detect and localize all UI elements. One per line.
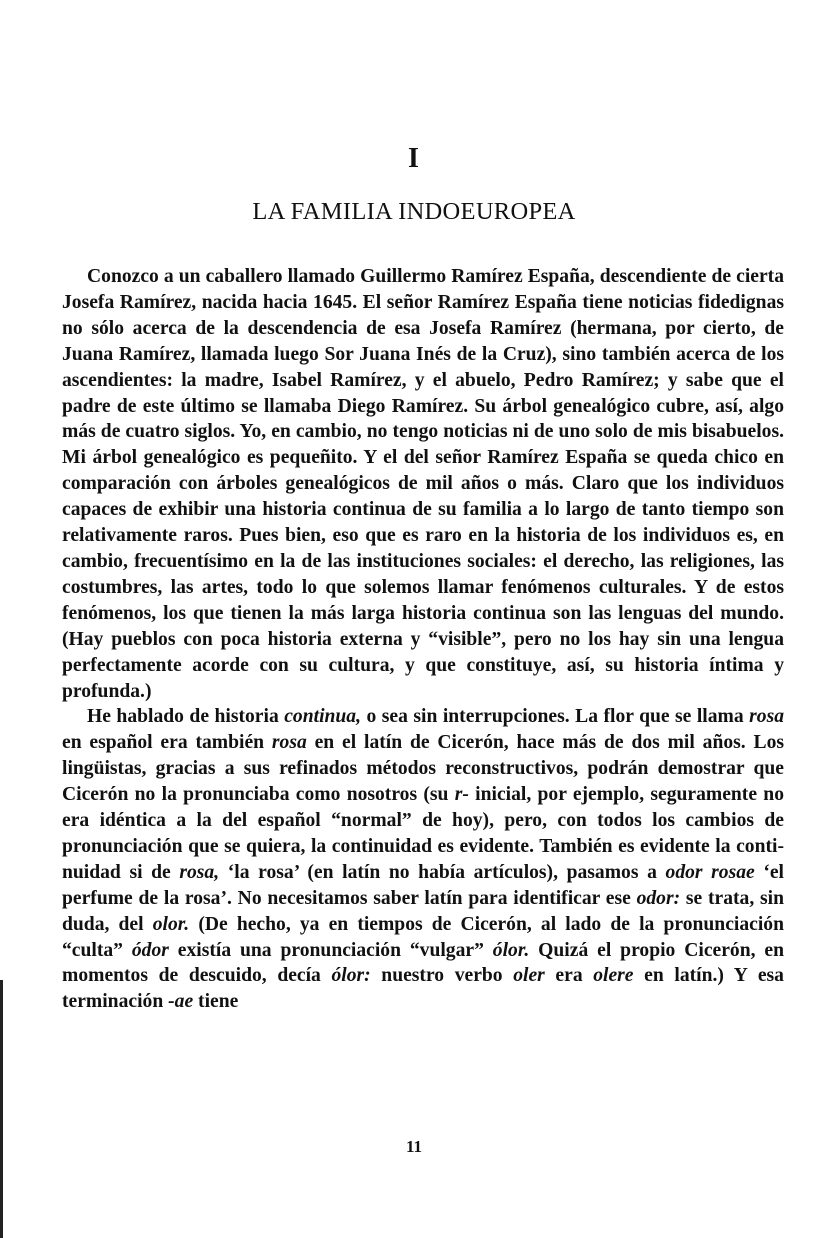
italic-text: r- bbox=[454, 784, 469, 806]
text-run: era bbox=[544, 965, 594, 987]
italic-text: olere bbox=[593, 965, 634, 987]
chapter-title: LA FAMILIA INDOEUROPEA bbox=[252, 198, 576, 225]
text-run: en latín.) Y esa terminación bbox=[62, 965, 784, 1013]
text-run: existía una pronunciación “vulgar” bbox=[168, 939, 493, 961]
text-run: Conozco a un caballero llamado Guillermo Ramírez España, descendiente de cierta Josefa Ramírez, nacida hacia 1645. El señor Ramírez España tiene noticias fidedignas no sólo acerca de la descendencia de esa Josefa Ramírez (hermana, por cierto, de Juana Ramírez, llamada luego Sor Juana Inés de la Cruz), sino también acerca de los ascendientes: la madre, Isabel Ramírez, y el abuelo, Pedro Ramírez; y sabe que el padre de este último se llamaba Diego Ramírez. Su árbol genealógico cubre, así, algo más de cuatro siglos. Yo, en cambio, no tengo noticias ni de uno solo de mis bisabuelos. Mi árbol genealógico es pequeñito. Y el del señor Ramírez España se queda chico en comparación con árboles genealógicos de mil años o más. Claro que los individuos capaces de exhibir una historia continua de su familia a lo largo de tanto tiempo son relativamente raros. Pues bien, eso que es raro en la historia de los individuos es, en cambio, frecuentísimo en la de las instituciones sociales: el derecho, las religiones, las costumbres, las artes, todo lo que solemos llamar fenómenos culturales. Y de estos fenómenos, los que tienen la más larga historia continua son las lenguas del mundo. (Hay pueblos con poca historia externa y “visible”, pero no los hay sin una lengua perfectamente acorde con su cultura, y que constituye, así, su historia íntima y profunda.) bbox=[62, 266, 784, 702]
paragraph bbox=[62, 704, 784, 1015]
text-run: en español era también bbox=[62, 732, 272, 754]
italic-text: rosa, bbox=[179, 861, 220, 883]
text-run: tiene bbox=[193, 991, 239, 1013]
text-run: nuestro verbo bbox=[370, 965, 514, 987]
italic-text: ólor: bbox=[331, 965, 371, 987]
page-number: 11 bbox=[405, 1137, 423, 1156]
text-run: Quizá el propio Cicerón, en momentos de descuido, decía bbox=[62, 939, 784, 987]
page-edge-line bbox=[0, 980, 3, 1238]
italic-text: ódor bbox=[131, 939, 169, 961]
italic-text: odor: bbox=[636, 887, 681, 909]
italic-text: rosa bbox=[749, 706, 784, 728]
italic-text: odor rosae bbox=[665, 861, 755, 883]
text-run: se trata, sin duda, del bbox=[62, 887, 784, 935]
chapter-number: I bbox=[408, 143, 420, 174]
body-text bbox=[62, 264, 784, 1015]
paragraph bbox=[62, 264, 784, 704]
italic-text: -ae bbox=[168, 991, 194, 1013]
italic-text: oler bbox=[513, 965, 545, 987]
italic-text: olor. bbox=[152, 913, 190, 935]
text-run: ‘la rosa’ (en latín no había artículos), pasamos a bbox=[219, 861, 666, 883]
text-run: o sea sin interrupciones. La flor que se llama bbox=[361, 706, 750, 728]
italic-text: rosa bbox=[271, 732, 307, 754]
text-run: (De hecho, ya en tiempos de Cicerón, al lado de la pronunciación “culta” bbox=[62, 913, 784, 961]
italic-text: continua, bbox=[284, 706, 362, 728]
text-run: en el latín de Cicerón, hace más de dos mil años. Los lingüistas, gracias a sus refinados métodos reconstructivos, podrán demostrar que Cicerón no la pronunciaba como nosotros (su bbox=[62, 732, 785, 806]
text-run: He hablado de historia bbox=[87, 706, 285, 728]
italic-text: ólor. bbox=[492, 939, 530, 961]
text-run: ‘el perfume de la rosa’. No necesitamos saber latín para identificar ese bbox=[62, 861, 784, 909]
text-run: inicial, por ejemplo, seguramente no era idéntica a la del español “normal” de hoy), pero, con todos los cambios de pronunciación que se quiera, la continuidad es evidente. También es evidente la continuidad si de bbox=[62, 784, 784, 883]
